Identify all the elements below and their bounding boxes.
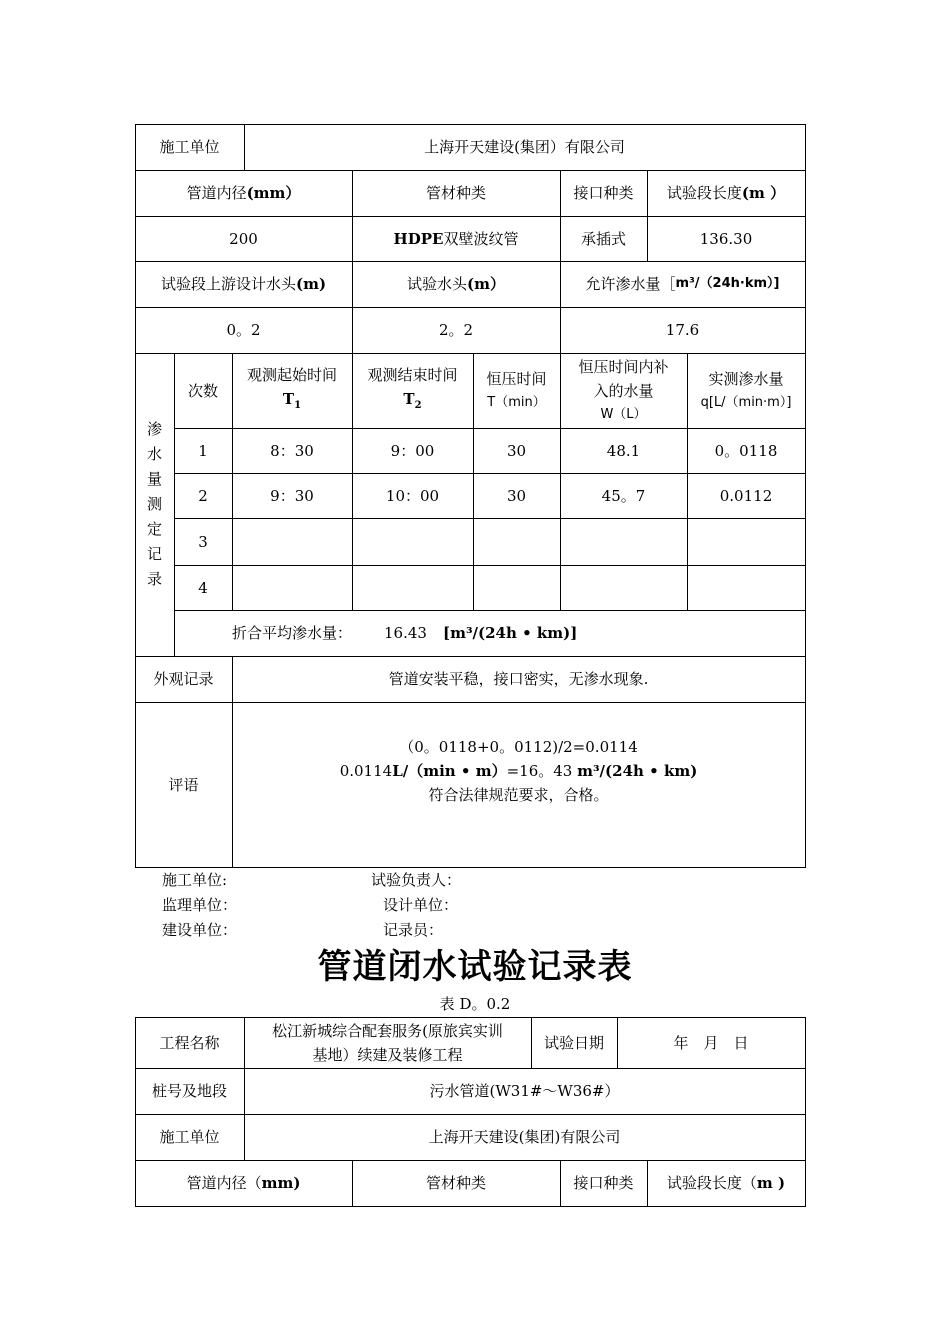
table-1-rule <box>135 702 806 703</box>
header-const-time-text: 恒压时间 <box>486 369 547 388</box>
upstream-head-label-text: 试验段上游设计水头 <box>160 275 296 293</box>
row-2-start: 9：30 <box>270 486 314 505</box>
row-1-start: 8：30 <box>270 441 314 460</box>
allowed-seepage-label <box>560 261 805 307</box>
side-label-char: 水 <box>146 445 162 463</box>
header-refill-unit: W（L） <box>600 406 647 422</box>
station-label: 桩号及地段 <box>151 1082 227 1100</box>
comment-line-3: 符合法律规范要求，合格。 <box>428 786 609 804</box>
header-refill-line2: 入的水量 <box>593 381 654 400</box>
header-refill <box>560 353 687 428</box>
project-name-value <box>244 1017 531 1068</box>
table-1-border-bottom <box>135 867 806 868</box>
construction-unit-label-2: 施工单位 <box>159 1128 220 1146</box>
table-1-border-right <box>805 124 806 868</box>
header-const-time <box>473 353 560 428</box>
construction-unit-value: 上海开天建设(集团）有限公司 <box>424 138 625 156</box>
project-name-line-1: 松江新城综合配套服务(原旅宾实训 <box>272 1021 503 1040</box>
allowed-seepage-unit: m³/（24h·km）] <box>675 276 780 291</box>
section-length-unit-2: m ) <box>756 1174 786 1192</box>
section-length-value: 136.30 <box>699 229 753 248</box>
sig-recorder: 记录员： <box>383 921 444 939</box>
sig-supervision-unit: 监理单位： <box>162 896 238 914</box>
pipe-material-value-text: 双壁波纹管 <box>443 229 519 248</box>
sig-construction-unit: 施工单位: <box>162 871 228 889</box>
pipe-diameter-label-text: 管道内径 <box>186 184 247 202</box>
average-seepage <box>174 610 805 656</box>
side-label-char: 记 <box>146 545 162 563</box>
comment-line-1: （0。0118+0。0112)/2=0.0114 <box>399 738 638 756</box>
side-label-char: 渗 <box>146 420 162 438</box>
header-end-time-text: 观测结束时间 <box>367 366 458 384</box>
header-start-time-text: 观测起始时间 <box>246 366 337 384</box>
allowed-seepage-value: 17.6 <box>665 321 700 339</box>
row-2-count: 2 <box>198 486 208 505</box>
sig-test-lead: 试验负责人： <box>371 871 462 889</box>
comment-label: 评语 <box>168 775 199 794</box>
joint-type-label: 接口种类 <box>573 184 634 202</box>
construction-unit-label: 施工单位 <box>159 138 220 156</box>
pipe-diameter-unit: (mm） <box>246 184 301 202</box>
row-4-count: 4 <box>198 578 208 597</box>
header-measured <box>687 353 805 428</box>
row-1-measured: 0。0118 <box>714 441 778 460</box>
project-name-label: 工程名称 <box>159 1033 220 1052</box>
section-length-label <box>647 170 805 216</box>
pipe-diameter-unit-2: mm) <box>261 1174 301 1192</box>
joint-type-value: 承插式 <box>580 229 626 248</box>
header-const-time-unit: T（min） <box>487 394 546 410</box>
pipe-diameter-value: 200 <box>229 229 258 248</box>
header-count: 次数 <box>187 381 218 400</box>
row-1-refill: 48.1 <box>606 441 641 460</box>
row-2-const-time: 30 <box>506 486 527 505</box>
comment-line-2: 0.0114L/（min • m）=16。43 m³/(24h • km) <box>339 762 698 780</box>
pipe-material-value <box>352 216 560 261</box>
row-2-end: 10：00 <box>385 486 440 505</box>
pipe-diameter-label <box>135 170 352 216</box>
test-head-label <box>352 261 560 307</box>
test-head-value: 2。2 <box>438 321 474 339</box>
average-seepage-value: 16.43 <box>384 624 427 642</box>
pipe-material-label: 管材种类 <box>425 184 486 202</box>
header-start-time-symbol: $T_1$ <box>282 390 302 411</box>
table-2-border-bottom <box>135 1206 806 1207</box>
section-length-unit: (m ） <box>741 184 786 202</box>
row-1-end: 9：00 <box>390 441 435 460</box>
test-date-label: 试验日期 <box>543 1033 604 1052</box>
joint-type-label-2: 接口种类 <box>573 1174 634 1192</box>
upstream-head-value: 0。2 <box>226 321 261 339</box>
section-length-label-2 <box>647 1160 805 1206</box>
allowed-seepage-label-text: 允许渗水量［ <box>585 275 676 293</box>
header-measured-text: 实测渗水量 <box>708 369 784 388</box>
table-2-border-right <box>805 1017 806 1207</box>
project-name-line-2: 基地）续建及装修工程 <box>312 1045 463 1064</box>
side-label-char: 录 <box>146 570 162 588</box>
side-label-char: 量 <box>146 470 162 488</box>
row-1-count: 1 <box>198 441 208 460</box>
row-2-refill: 45。7 <box>601 486 646 505</box>
header-start-time <box>232 353 352 428</box>
header-refill-line1: 恒压时间内补 <box>578 357 669 376</box>
side-label-char: 定 <box>146 520 162 538</box>
appearance-label: 外观记录 <box>153 670 214 688</box>
document-subtitle: 表 D。0.2 <box>439 995 511 1013</box>
header-end-time-symbol: $T_2$ <box>403 390 422 411</box>
table-1-rule <box>174 518 806 519</box>
average-seepage-label: 折合平均渗水量： <box>232 624 353 642</box>
test-head-label-text: 试验水头 <box>407 275 468 293</box>
station-value: 污水管道(W31#～W36#） <box>429 1082 620 1100</box>
upstream-head-unit: (m) <box>295 275 327 293</box>
document-title: 管道闭水试验记录表 <box>317 947 633 987</box>
sig-design-unit: 设计单位： <box>383 896 459 914</box>
test-date-value: 年 月 日 <box>673 1033 749 1052</box>
pipe-material-value-bold: HDPE <box>393 229 444 248</box>
construction-unit-value-2: 上海开天建设(集团)有限公司 <box>428 1128 621 1146</box>
row-2-measured: 0.0112 <box>719 486 773 505</box>
header-end-time <box>352 353 473 428</box>
test-head-unit: (m） <box>467 275 505 293</box>
appearance-value: 管道安装平稳，接口密实，无渗水现象. <box>388 670 649 688</box>
header-measured-unit: q[L/（min·m）] <box>700 394 792 410</box>
section-length-label-2-text: 试验段长度（ <box>666 1174 757 1192</box>
seepage-record-side-label <box>135 353 174 656</box>
table-1-rule <box>174 565 806 566</box>
row-1-const-time: 30 <box>506 441 527 460</box>
row-3-count: 3 <box>198 532 208 551</box>
pipe-diameter-label-2-text: 管道内径（ <box>186 1174 262 1192</box>
pipe-material-label-2: 管材种类 <box>425 1174 486 1192</box>
comment-body <box>232 735 805 809</box>
sig-owner-unit: 建设单位： <box>162 921 238 939</box>
section-length-label-text: 试验段长度 <box>666 184 742 202</box>
average-seepage-unit: [m³/(24h • km)] <box>442 624 578 642</box>
pipe-diameter-label-2 <box>135 1160 352 1206</box>
side-label-char: 测 <box>146 495 162 513</box>
upstream-head-label <box>135 261 352 307</box>
